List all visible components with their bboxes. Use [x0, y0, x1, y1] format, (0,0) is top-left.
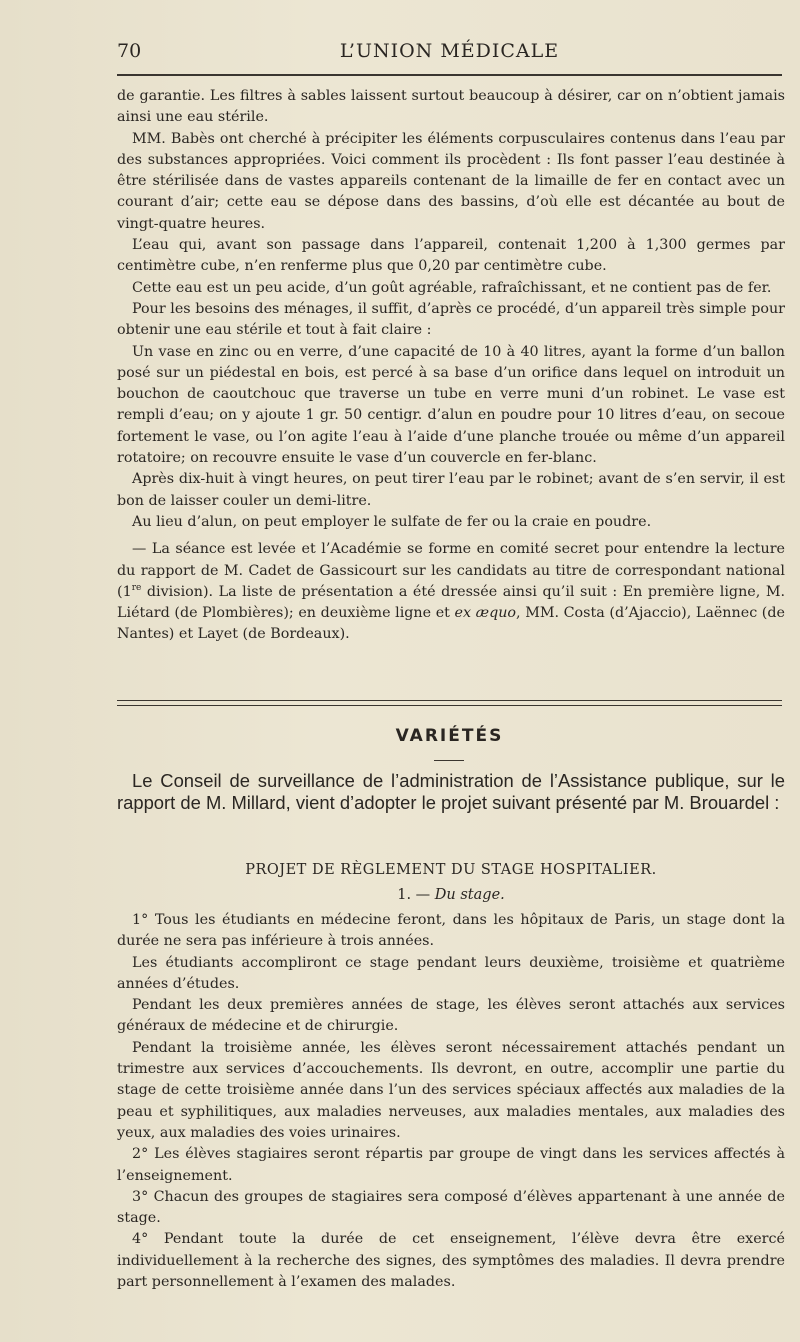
- paragraph: L’eau qui, avant son passage dans l’appareil, contenait 1,200 à 1,300 germes par centimètre cube, n’en renferme plus que 0,20 par centimètre cube.: [117, 237, 785, 275]
- paragraph: 2° Les élèves stagiaires seront répartis par groupe de vingt dans les services affectés à l’enseignement.: [117, 1146, 785, 1184]
- paragraph: Un vase en zinc ou en verre, d’une capacité de 10 à 40 litres, ayant la forme d’un ballon posé sur un piédestal en bois, est percé à sa base d’un orifice dans lequel on introduit un bouchon de caoutchouc que traverse un tube en verre muni d’un robinet. Le vase est rempli d’eau; on y ajoute 1 gr. 50 centigr. d’alun en poudre pour 10 litres d’eau, on secoue fortement le vase, ou l’on agite l’eau à l’aide d’une planche trouée ou même d’un appareil rotatoire; on recouvre ensuite le vase d’un couvercle en fer-blanc.: [117, 343, 785, 467]
- academy-italic: ex æquo: [454, 605, 517, 622]
- paragraph: Pendant la troisième année, les élèves seront nécessairement attachés pendant un trimestre aux services d’accouchements. Ils devront, en outre, accomplir une partie du stage de cette troisième année dans l’un des services spéciaux affectés aux maladies de la peau et syphilitiques, aux maladies nerveuses, aux maladies mentales, aux maladies des yeux, aux maladies des voies urinaires.: [117, 1039, 785, 1141]
- section-lead: [117, 770, 785, 814]
- academy-paragraph: [117, 539, 785, 645]
- article-body-bottom: [117, 910, 785, 1293]
- projet-title: PROJET DE RÈGLEMENT DU STAGE HOSPITALIER.: [245, 862, 657, 878]
- academy-text-2: division). La liste de présentation a été dressée ainsi qu’il suit : En première ligne, M. Liétard (de Plombières); en deuxième ligne et: [117, 583, 785, 622]
- paragraph: Cette eau est un peu acide, d’un goût agréable, rafraîchissant, et ne contient pas de fer.: [132, 279, 772, 296]
- paragraph: Pour les besoins des ménages, il suffit, d’après ce procédé, d’un appareil très simple pour obtenir une eau stérile et tout à fait claire :: [117, 300, 785, 339]
- subtitle-italic: Du stage.: [434, 887, 505, 903]
- page-header: [117, 40, 782, 70]
- page-number: 70: [117, 40, 142, 62]
- paragraph: Les étudiants accompliront ce stage pendant leurs deuxième, troisième et quatrième années d’études.: [117, 954, 785, 992]
- academy-superscript: re: [131, 583, 142, 594]
- paragraph: Après dix-huit à vingt heures, on peut tirer l’eau par le robinet; avant de s’en servir, il est bon de laisser couler un demi-litre.: [117, 471, 785, 509]
- lead-paragraph: Le Conseil de surveillance de l’administration de l’Assistance publique, sur le rapport de M. Millard, vient d’adopter le projet suivant présenté par M. Brouardel :: [117, 770, 785, 813]
- running-title: L’UNION MÉDICALE: [339, 40, 560, 62]
- section-title: VARIÉTÉS: [395, 726, 504, 746]
- paragraph: 4° Pendant toute la durée de cet enseignement, l’élève devra être exercé individuellement à la recherche des signes, des symptômes des maladies. Il devra prendre part personnellement à l’examen des malades.: [117, 1231, 785, 1291]
- academy-text-3: , MM. Costa (d’Ajaccio), Laënnec (de Nantes) et Layet (de Bordeaux).: [117, 605, 785, 643]
- paragraph: Pendant les deux premières années de stage, les élèves seront attachés aux services généraux de médecine et de chirurgie.: [117, 997, 785, 1035]
- projet-subtitle: [117, 887, 785, 903]
- section-title-rule: [434, 760, 464, 761]
- paragraph: 3° Chacun des groupes de stagiaires sera composé d’élèves appartenant à une année de stage.: [117, 1188, 785, 1227]
- academy-text-1: — La séance est levée et l’Académie se forme en comité secret pour entendre la lecture du rapport de M. Cadet de Gassicourt sur les candidats au titre de correspondant national (1: [117, 541, 785, 600]
- paragraph: Au lieu d’alun, on peut employer le sulfate de fer ou la craie en poudre.: [132, 513, 652, 530]
- subtitle-prefix: 1. —: [397, 887, 435, 903]
- paragraph: de garantie. Les filtres à sables laissent surtout beaucoup à désirer, car on n’obtient jamais ainsi une eau stérile.: [117, 88, 785, 126]
- section-divider: [117, 700, 782, 706]
- header-rule: [117, 74, 782, 76]
- paragraph: 1° Tous les étudiants en médecine feront, dans les hôpitaux de Paris, un stage dont la durée ne sera pas inférieure à trois années.: [117, 912, 785, 950]
- article-body-top: [117, 86, 785, 646]
- paragraph: MM. Babès ont cherché à précipiter les éléments corpusculaires contenus dans l’eau par des substances appropriées. Voici comment ils procèdent : Ils font passer l’eau destinée à être stérilisée dans de vastes appareils contenant de la limaille de fer en contact avec un courant d’air; cette eau se dépose dans des bassins, d’où elle est décantée au bout de vingt-quatre heures.: [117, 130, 785, 232]
